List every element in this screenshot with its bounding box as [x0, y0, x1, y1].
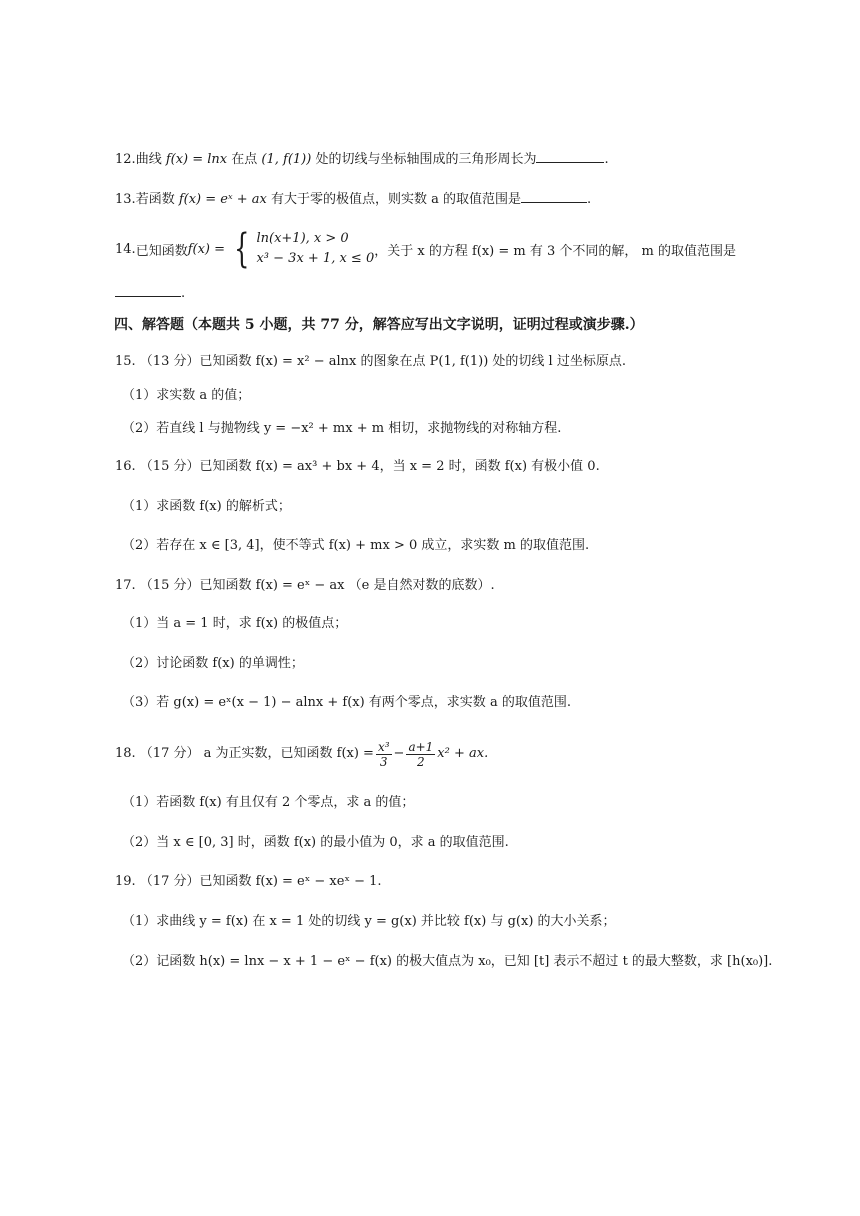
q18-minus: −: [393, 746, 405, 761]
question-14: [115, 226, 736, 272]
q18-frac2-denominator: 2: [417, 754, 425, 769]
q14-lhs: f(x) =: [187, 241, 226, 257]
question-17-stem: 17. （15 分）已知函数 f(x) = eˣ − ax （e 是自然对数的底数）.: [115, 578, 495, 593]
question-12: [115, 150, 609, 170]
question-17-part-3: （3）若 g(x) = eˣ(x − 1) − alnx + f(x) 有两个零点，求实数 a 的取值范围.: [122, 695, 571, 710]
question-15-part-1: （1）求实数 a 的值；: [122, 388, 251, 403]
q18-frac1-denominator: 3: [379, 754, 388, 769]
question-16-stem: 16. （15 分）已知函数 f(x) = ax³ + bx + 4，当 x = 2 时，函数 f(x) 有极小值 0.: [115, 459, 600, 474]
q14-case-1: ln(x+1), x > 0: [256, 231, 349, 246]
piecewise-brace: {: [234, 226, 250, 272]
q13-prefix: 若函数: [135, 192, 179, 207]
q14-end: .: [181, 286, 186, 301]
q18-fraction-1: [376, 740, 392, 769]
answer-blank-12: [536, 150, 604, 163]
question-16-part-1: （1）求函数 f(x) 的解析式；: [122, 499, 291, 514]
q12-number: 12.: [115, 152, 136, 167]
answer-blank-13: [521, 190, 587, 203]
q14-prefix: 已知函数: [135, 243, 188, 259]
q13-suffix: 有大于零的极值点，则实数 a 的取值范围是: [266, 192, 521, 207]
question-15-part-2: （2）若直线 l 与抛物线 y = −x² + mx + m 相切，求抛物线的对称轴方程.: [122, 421, 562, 436]
question-18-part-2: （2）当 x ∈ [0, 3] 时，函数 f(x) 的最小值为 0，求 a 的取值范围.: [122, 835, 509, 850]
q18-stem-suffix: x² + ax.: [437, 746, 489, 761]
question-16-part-2: （2）若存在 x ∈ [3, 4]，使不等式 f(x) + mx > 0 成立，求实数 m 的取值范围.: [122, 538, 590, 553]
q13-end: .: [586, 192, 592, 207]
question-19-stem: 19. （17 分）已知函数 f(x) = eˣ − xeˣ − 1.: [115, 874, 382, 889]
question-17-part-2: （2）讨论函数 f(x) 的单调性；: [122, 656, 304, 671]
question-17-part-1: （1）当 a = 1 时，求 f(x) 的极值点；: [122, 616, 348, 631]
answer-blank-14: [115, 284, 181, 297]
q14-number: 14.: [115, 241, 136, 257]
q12-middle: 在点: [227, 152, 262, 167]
q18-frac2-numerator: a+1: [408, 739, 434, 754]
q18-stem-prefix: 18. （17 分） a 为正实数，已知函数 f(x) =: [115, 746, 374, 761]
question-13: [115, 190, 591, 210]
q13-expr: f(x) = eˣ + ax: [178, 192, 267, 207]
q12-end: .: [604, 152, 609, 167]
question-18-stem: [115, 738, 488, 770]
q18-frac1-numerator: x³: [377, 739, 390, 754]
section-heading-4: 四、解答题（本题共 5 小题，共 77 分，解答应写出文字说明，证明过程或演步骤.）: [114, 317, 644, 333]
question-15-stem: 15. （13 分）已知函数 f(x) = x² − alnx 的图象在点 P(1, f(1)) 处的切线 l 过坐标原点.: [115, 354, 626, 369]
q12-suffix: 处的切线与坐标轴围成的三角形周长为: [311, 152, 537, 167]
q12-point: (1, f(1)): [261, 152, 312, 167]
q18-fraction-2: [406, 740, 435, 769]
piecewise-cases: [256, 229, 374, 269]
q12-expr: f(x) = lnx: [165, 152, 228, 167]
question-19-part-1: （1）求曲线 y = f(x) 在 x = 1 处的切线 y = g(x) 并比较 f(x) 与 g(x) 的大小关系；: [122, 914, 616, 929]
q13-number: 13.: [115, 192, 136, 207]
q14-suffix: ，关于 x 的方程 f(x) = m 有 3 个不同的解， m 的取值范围是: [374, 243, 736, 259]
q14-case-2: x³ − 3x + 1, x ≤ 0: [256, 251, 375, 266]
question-19-part-2: （2）记函数 h(x) = lnx − x + 1 − eˣ − f(x) 的极大值点为 x₀，已知 [t] 表示不超过 t 的最大整数，求 [h(x₀)].: [122, 954, 773, 969]
question-18-part-1: （1）若函数 f(x) 有且仅有 2 个零点，求 a 的值；: [122, 795, 415, 810]
question-14-answer-line: [115, 284, 185, 304]
q12-prefix: 曲线: [135, 152, 166, 167]
